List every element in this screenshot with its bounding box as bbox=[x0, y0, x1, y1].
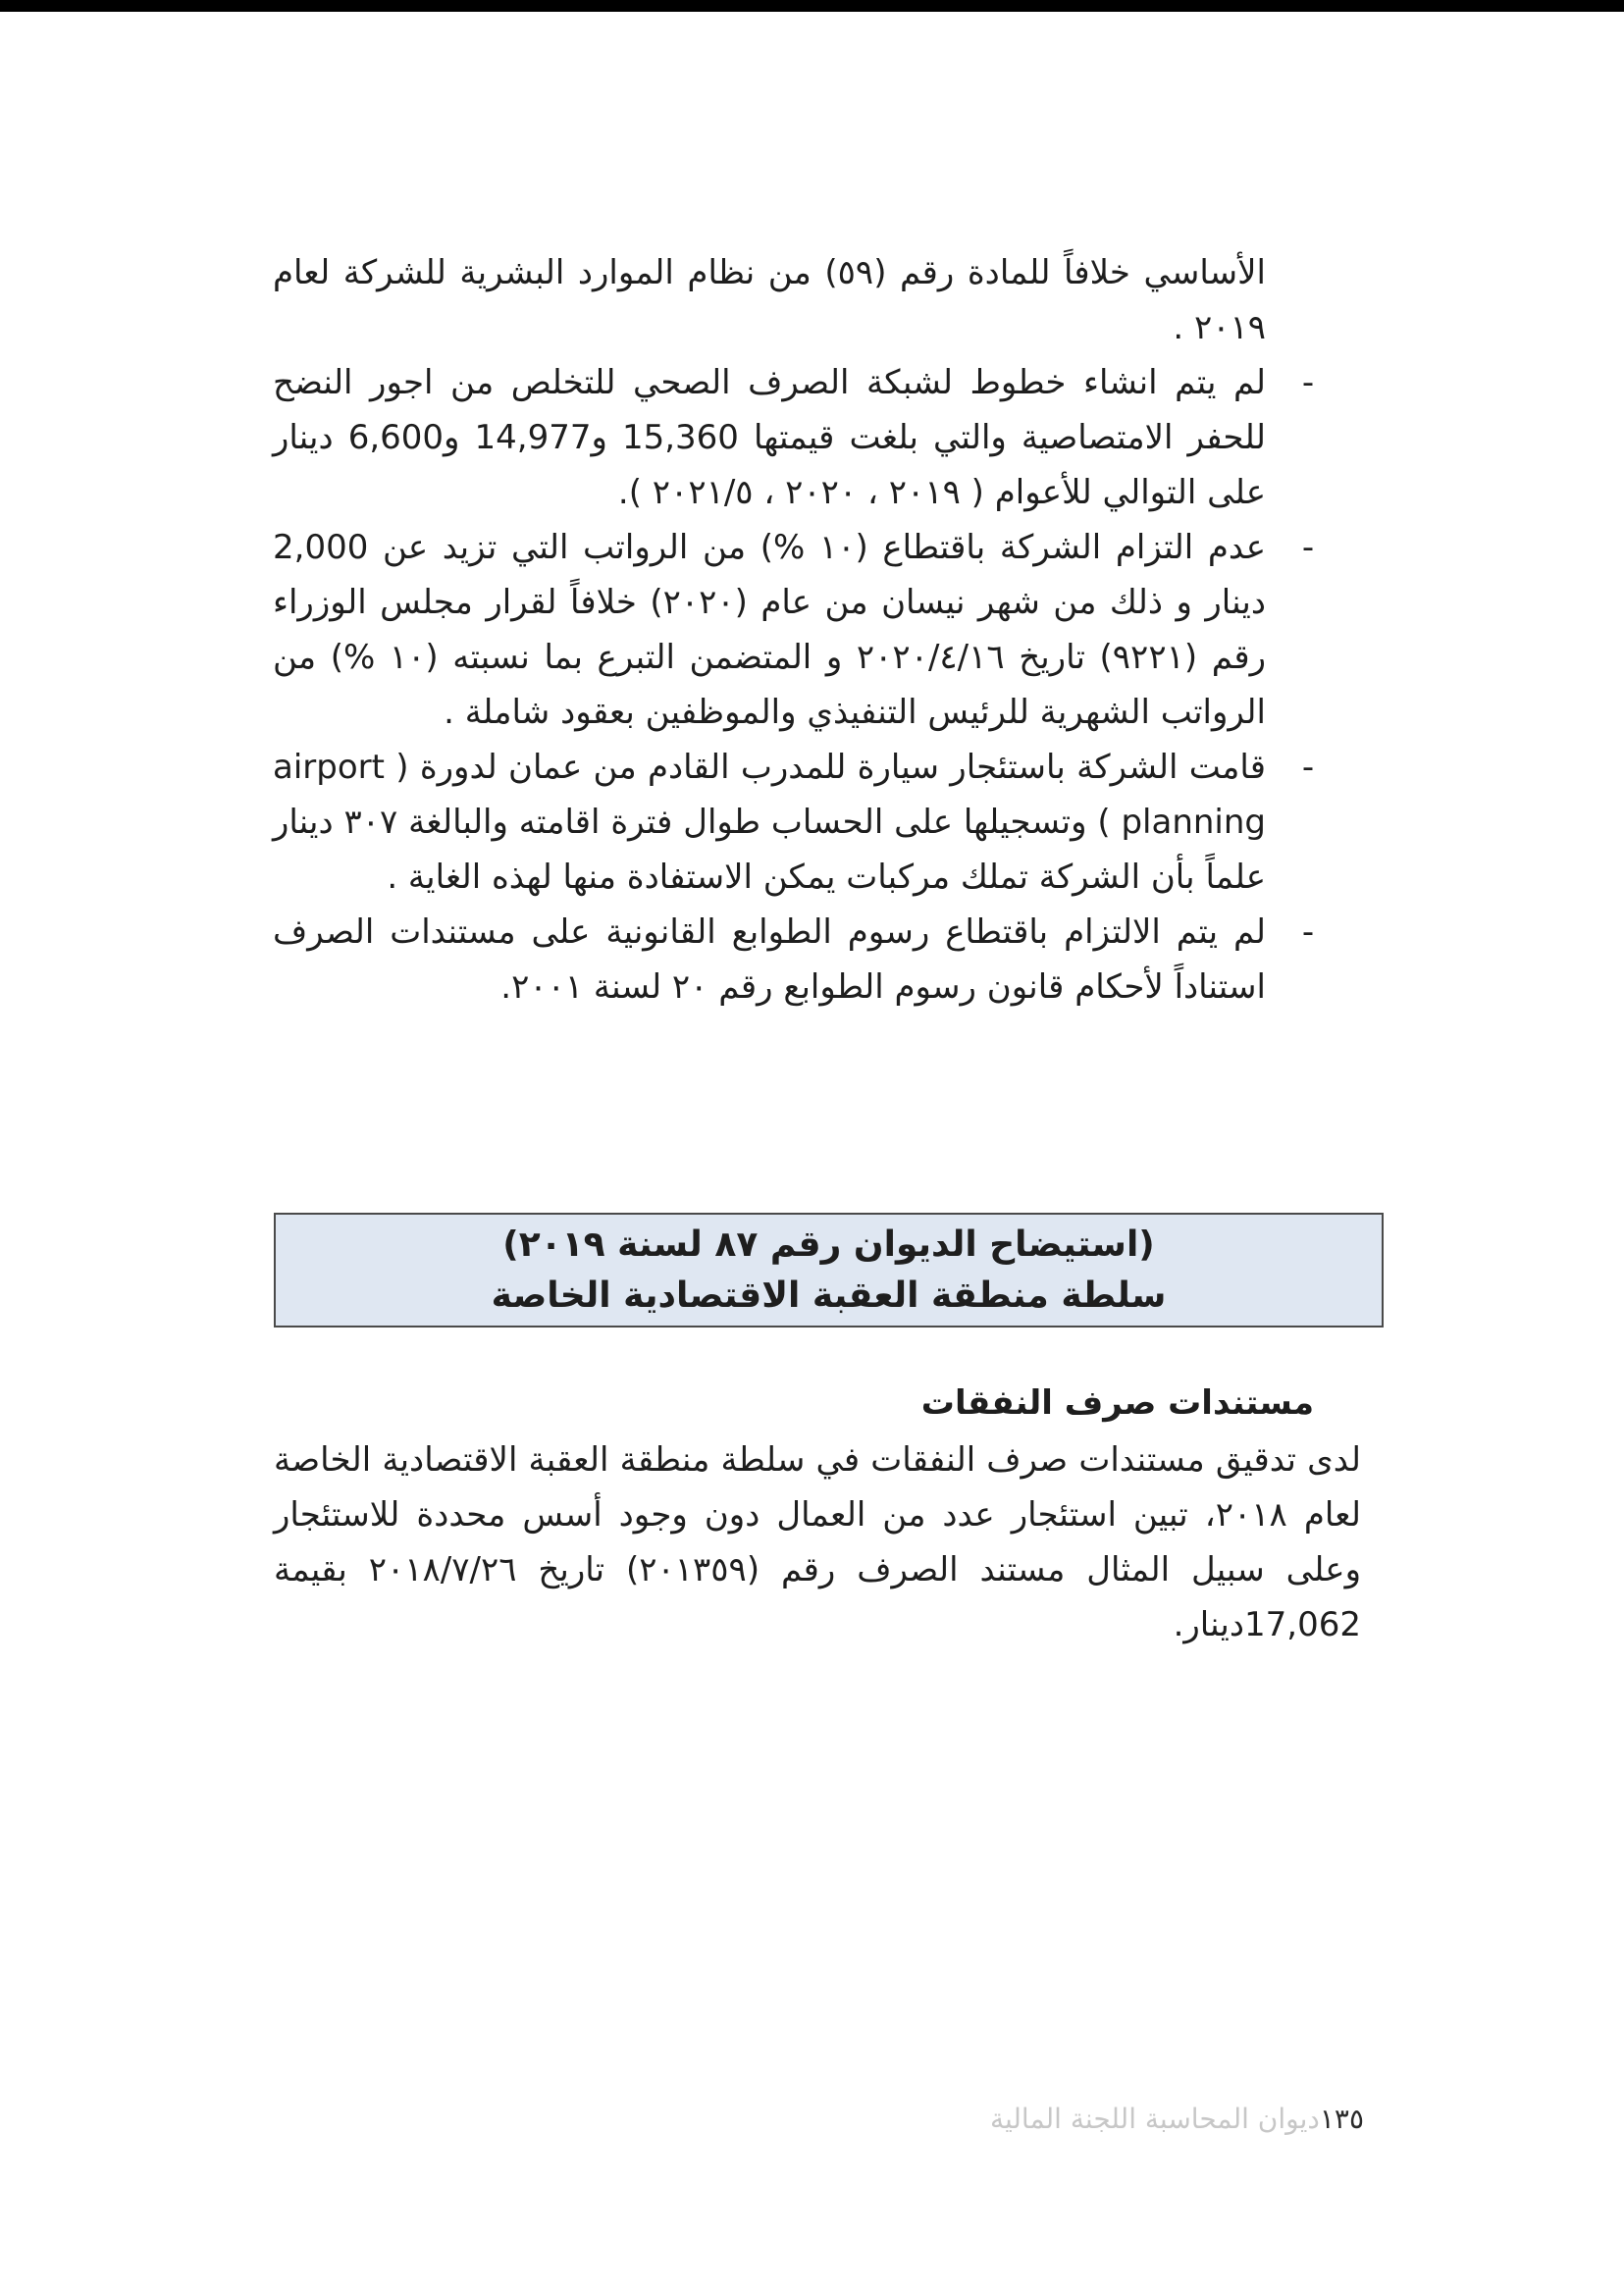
finding-text: عدم التزام الشركة باقتطاع (١٠ %) من الرواتب التي تزيد عن 2,000 دينار و ذلك من شهر نيسان من عام (٢٠٢٠) خلافاً لقرار مجلس الوزراء رقم (٩٢٢١) تاريخ ٢٠٢٠/٤/١٦ و المتضمن التبرع بما نسبته (١٠ %) من الرواتب الشهرية للرئيس التنفيذي والموظفين بعقود شاملة . bbox=[273, 528, 1267, 732]
case-title-box bbox=[274, 1213, 1384, 1328]
finding-text: لم يتم الالتزام باقتطاع رسوم الطوابع القانونية على مستندات الصرف استناداً لأحكام قانون رسوم الطوابع رقم ٢٠ لسنة ٢٠٠١. bbox=[273, 912, 1266, 1007]
page-number: ١٣٥ bbox=[1319, 2103, 1364, 2135]
section-paragraph: لدى تدقيق مستندات صرف النفقات في سلطة منطقة العقبة الاقتصادية الخاصة لعام ٢٠١٨، تبين استئجار عدد من العمال دون وجود أسس محددة للاستئجار وعلى سبيل المثال مستند الصرف رقم (٢٠١٣٥٩) تاريخ ٢٠١٨/٧/٢٦ بقيمة 17,062دينار. bbox=[274, 1440, 1361, 1644]
finding-item bbox=[273, 520, 1323, 740]
section-heading: مستندات صرف النفقات bbox=[920, 1383, 1314, 1423]
bullet-dash: - bbox=[1301, 363, 1315, 402]
finding-text: قامت الشركة باستئجار سيارة للمدرب القادم من عمان لدورة ( airport planning ) وتسجيلها على الحساب طوال فترة اقامته والبالغة ٣٠٧ دينار علماً بأن الشركة تملك مركبات يمكن الاستفادة منها لهذه الغاية . bbox=[273, 748, 1266, 897]
findings-list bbox=[273, 355, 1323, 1015]
finding-text: لم يتم انشاء خطوط لشبكة الصرف الصحي للتخلص من اجور النضح للحفر الامتصاصية والتي بلغت قيمتها 15,360 و14,977 و6,600 دينار على التوالي للأعوام ( ٢٠١٩ ، ٢٠٢٠ ، ٢٠٢١/٥ ). bbox=[273, 363, 1266, 512]
finding-item bbox=[273, 905, 1323, 1015]
case-reference: (استيضاح الديوان رقم ٨٧ لسنة ٢٠١٩) bbox=[502, 1224, 1155, 1265]
finding-item bbox=[273, 355, 1323, 520]
page-footer bbox=[805, 2100, 1364, 2139]
continuation-text: الأساسي خلافاً للمادة رقم (٥٩) من نظام الموارد البشرية للشركة لعام ٢٠١٩ . bbox=[273, 253, 1267, 347]
scan-top-edge bbox=[0, 0, 1624, 12]
bullet-dash: - bbox=[1301, 748, 1315, 787]
finding-item bbox=[273, 740, 1323, 905]
bullet-dash: - bbox=[1301, 528, 1315, 567]
bullet-dash: - bbox=[1301, 912, 1315, 952]
entity-name: سلطة منطقة العقبة الاقتصادية الخاصة bbox=[491, 1275, 1167, 1316]
footer-text: ديوان المحاسبة اللجنة المالية bbox=[989, 2103, 1320, 2135]
